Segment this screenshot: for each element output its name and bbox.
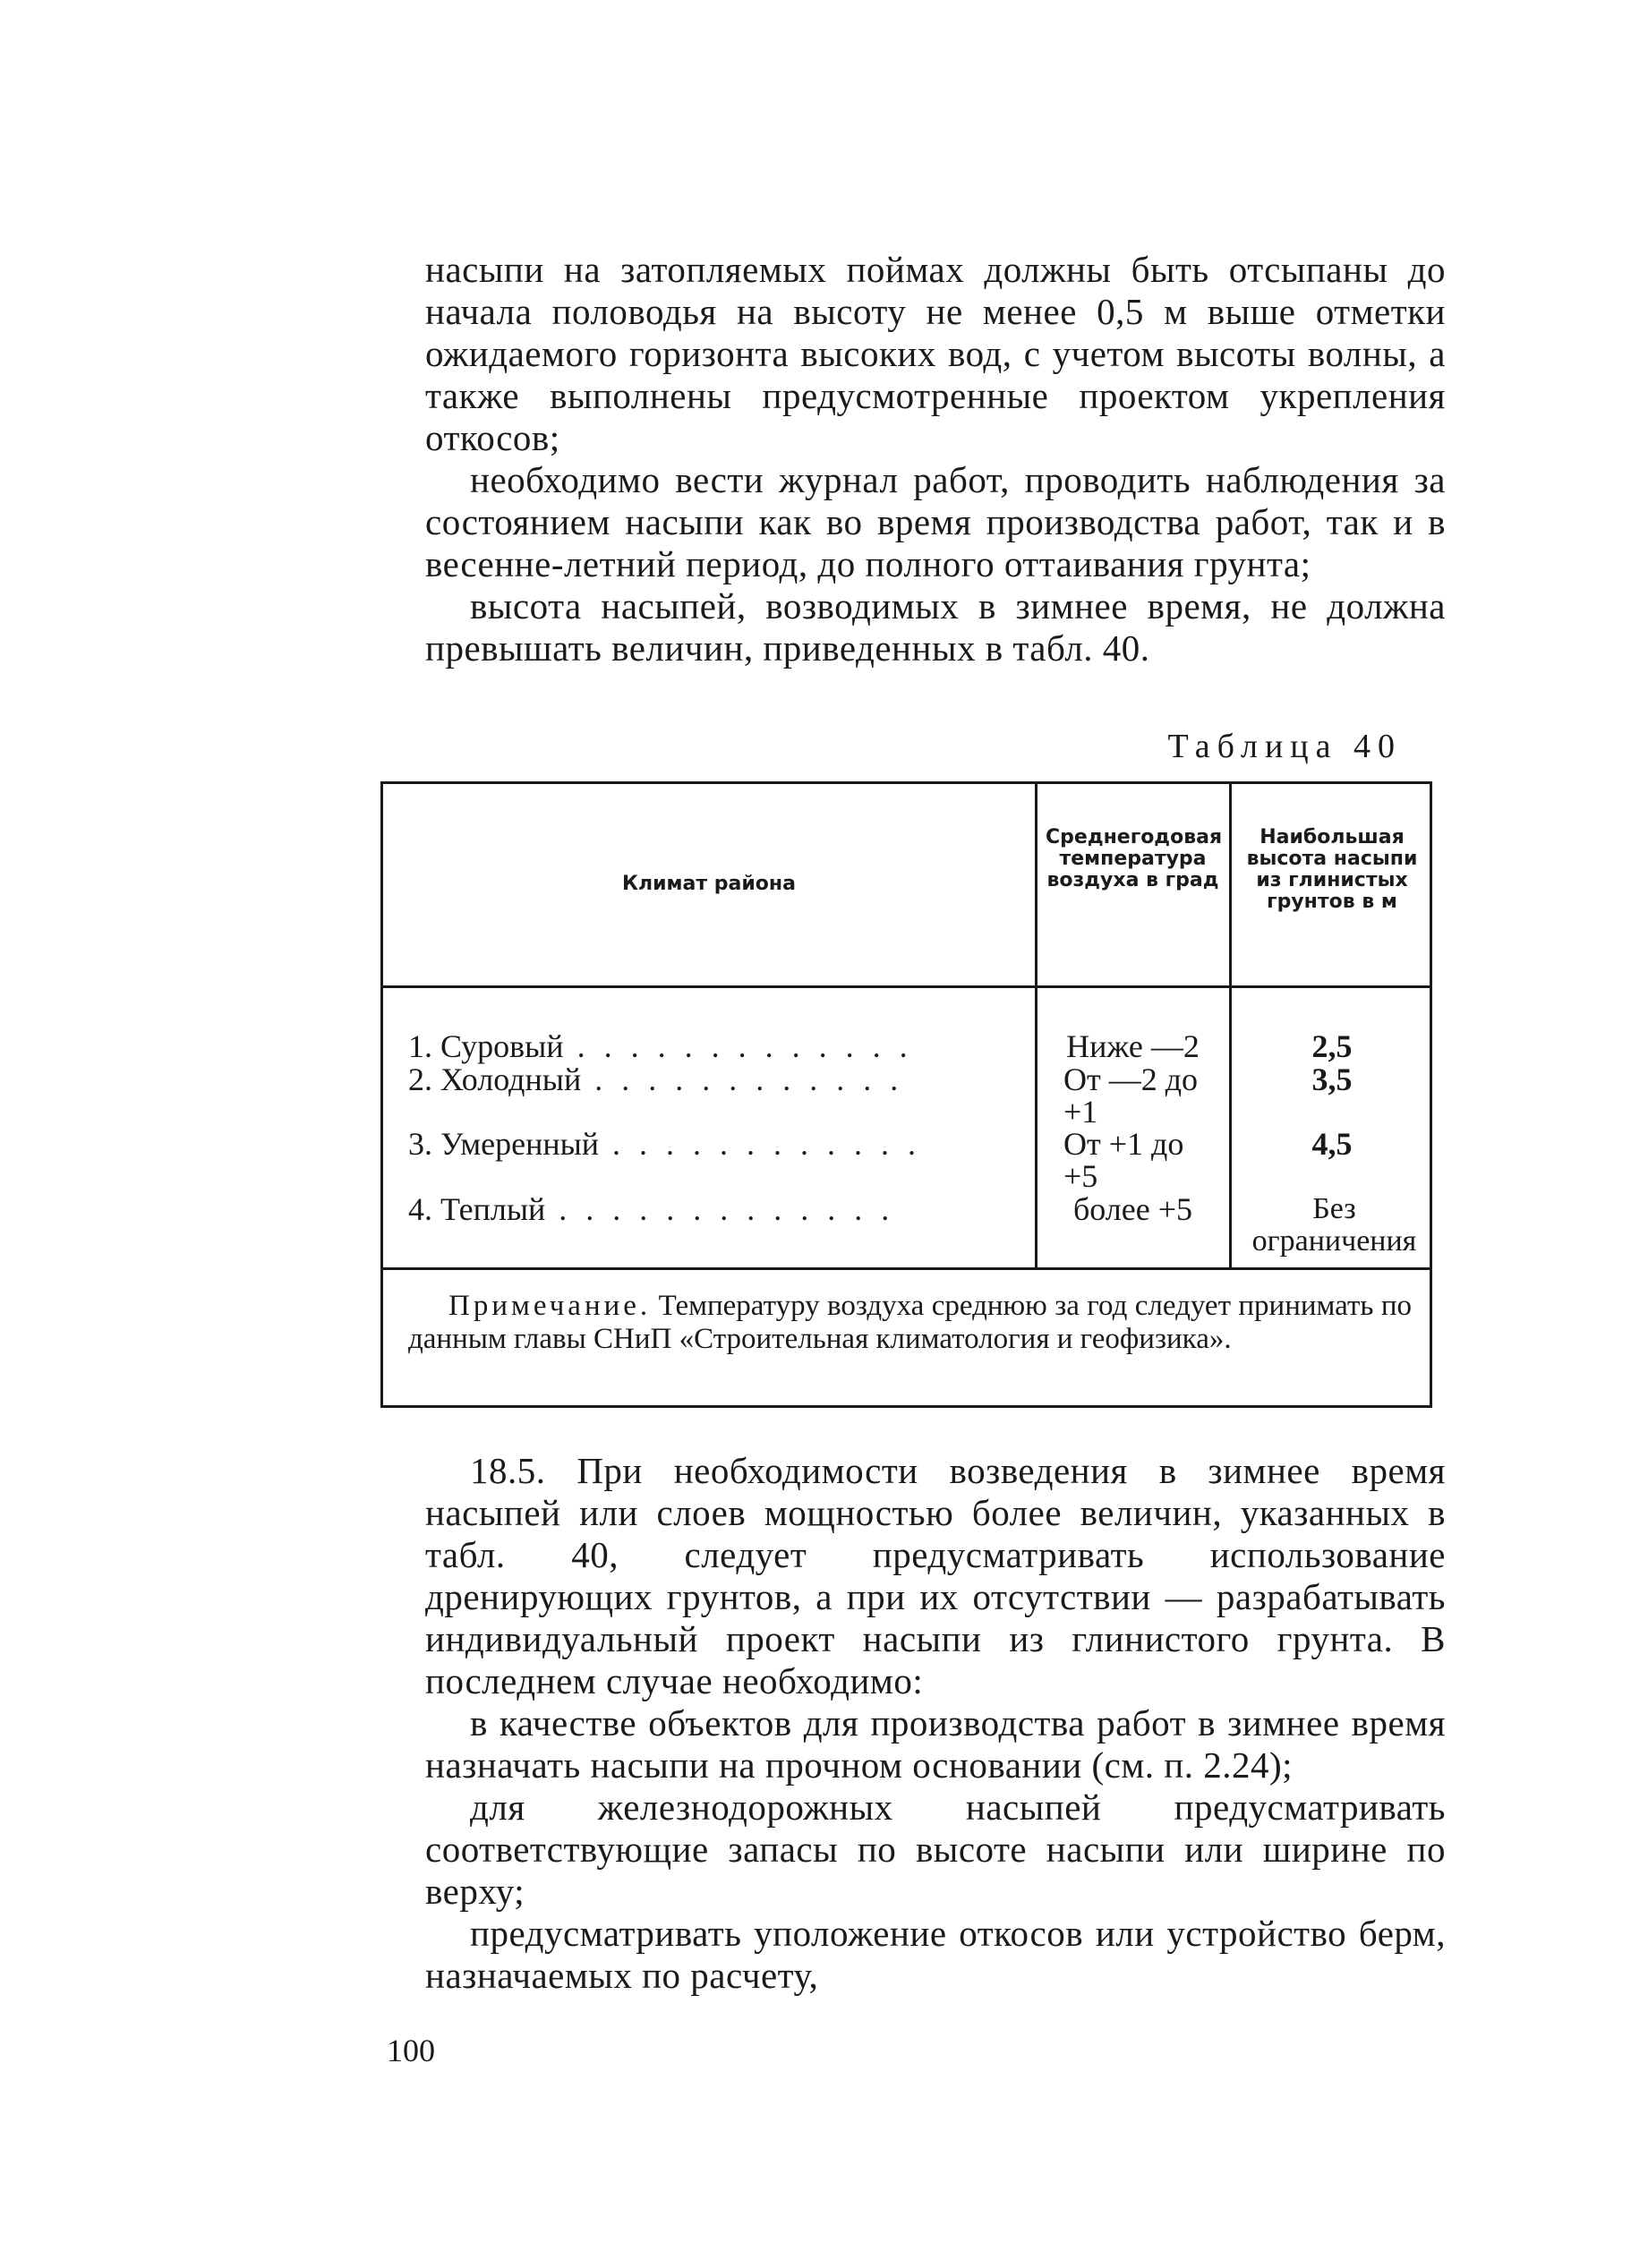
header-divider [383,985,1430,988]
height-value: 4,5 [1311,1126,1353,1162]
note-label: Примечание. [448,1290,652,1322]
table-row: 4. Теплый . . . . . . . . . . . . . [408,1191,895,1227]
climate-label: 3. Умеренный [408,1126,600,1162]
climate-label: 1. Суровый [408,1028,564,1064]
table-40 [380,781,1432,1408]
paragraph-18-5: 18.5. При необходимости возведения в зимнее время насыпей или слоев мощностью более величин, указанных в табл. 40, следует предусматривать использование дренирующих грунтов, а при их отсутствии — разрабатывать индивидуальный проект насыпи из глинистого грунта. В последнем случае необходимо: [425,1450,1446,1701]
table-caption: Таблица 40 [1167,728,1402,765]
column-divider [1229,784,1232,1267]
paragraph-floodplain: насыпи на затопляемых поймах должны быть отсыпаны до начала половодья на высоту не менее 0,5 м выше отметки ожидаемого горизонта высоких вод, с учетом высоты волны, а также выполнены предусмотренные проектом укрепления откосов; [425,249,1446,458]
height-value: 2,5 [1311,1028,1353,1064]
paragraph-work-log: необходимо вести журнал работ, проводить наблюдения за состоянием насыпи как во время производства работ, так и в весенне-летний период, до полного оттаивания грунта; [425,459,1446,584]
table-row: 2. Холодный . . . . . . . . . . . . [408,1062,904,1097]
column-divider [1035,784,1037,1267]
temperature-value: От +1 до +5 [1063,1126,1184,1194]
climate-label: 4. Теплый [408,1191,546,1227]
page-number: 100 [387,2033,435,2068]
table-note [408,1290,1412,1356]
header-temperature: Среднегодовая температура воздуха в град [1046,826,1223,891]
paragraph-railway-embankments: для железнодорожных насыпей предусматривать соответствующие запасы по высоте насыпи или ширине по верху; [425,1786,1446,1912]
climate-label: 2. Холодный [408,1062,582,1097]
table-row: 3. Умеренный . . . . . . . . . . . . [408,1126,922,1162]
paragraph-winter-objects: в качестве объектов для производства работ в зимнее время назначать насыпи на прочном основании (см. п. 2.24); [425,1702,1446,1786]
temperature-value: От —2 до +1 [1063,1062,1199,1130]
bottom-text-block [425,1450,1446,1997]
height-value: 3,5 [1311,1062,1353,1097]
header-climate: Климат района [622,873,796,895]
paragraph-slopes: предусматривать уположение откосов или устройство берм, назначаемых по расчету, [425,1913,1446,1996]
temperature-value: Ниже —2 [1066,1028,1200,1064]
paragraph-height-limit: высота насыпей, возводимых в зимнее время, не должна превышать величин, приведенных в табл. 40. [425,585,1446,669]
height-value: Без ограничения [1251,1192,1417,1258]
table-row: 1. Суровый . . . . . . . . . . . . . [408,1028,913,1064]
note-text: Температуру воздуха среднюю за год следует принимать по данным главы СНиП «Строительная климатология и геофизика». [408,1290,1412,1355]
temperature-value: более +5 [1072,1191,1193,1227]
note-divider [383,1267,1430,1270]
top-text-block [425,249,1446,669]
header-max-height: Наибольшая высота насыпи из глинистых грунтов в м [1246,826,1418,913]
